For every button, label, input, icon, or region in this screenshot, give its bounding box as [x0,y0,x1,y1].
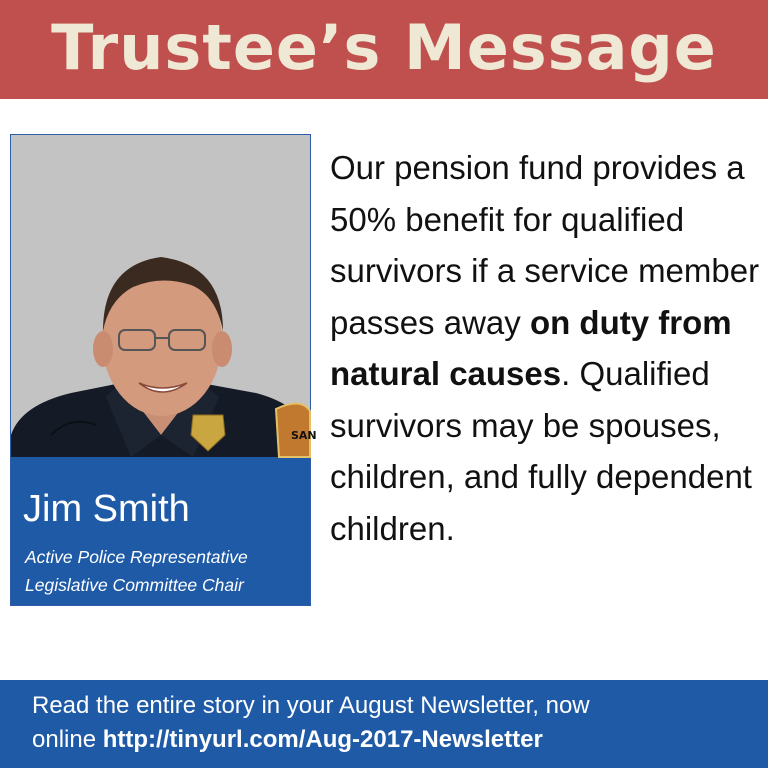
patch-text: SAN [291,429,317,442]
page-title: Trustee’s Message [51,11,717,84]
message-text-bold: on duty from natural causes [330,303,732,392]
trustee-profile-card [10,134,317,606]
message-text-part2: . Qualified survivors may be spouses, children, and fully dependent children. [330,355,752,547]
trustee-role-line2: Legislative Committee Chair [25,575,244,595]
trustee-role-line1: Active Police Representative [25,547,248,567]
message-text-part1: Our pension fund provides a 50% benefit for qualified survivors if a service member passes away [330,149,760,341]
trustee-name: Jim Smith [23,488,190,530]
footer-line2 [32,724,543,756]
footer-banner [0,680,768,768]
trustee-message [330,142,760,554]
newsletter-link[interactable]: http://tinyurl.com/Aug-2017-Newsletter [102,726,543,753]
header-banner [0,0,768,99]
trustee-photo [11,135,317,457]
footer-line1: Read the entire story in your August Newsletter, now [32,692,590,719]
footer-line2-prefix: online [32,726,103,753]
